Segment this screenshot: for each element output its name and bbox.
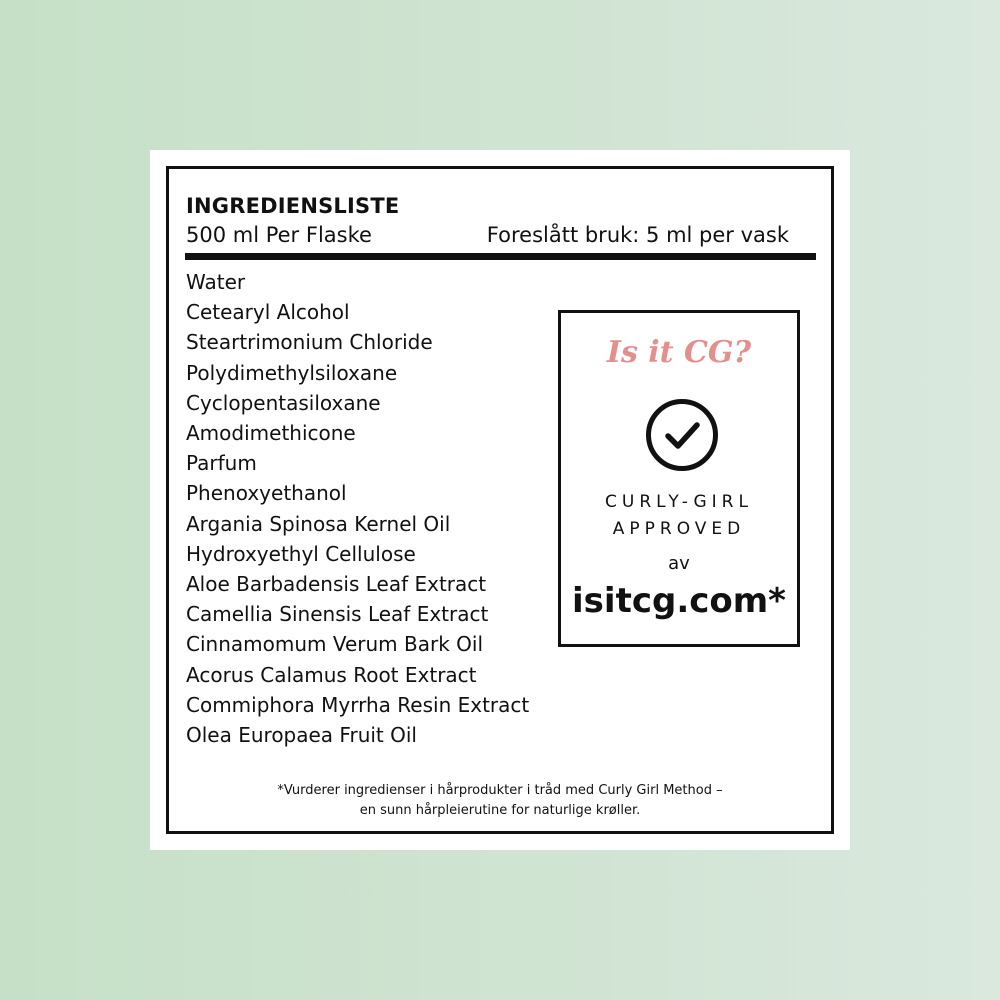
badge-curly-girl-text: CURLY-GIRL xyxy=(605,492,753,512)
ingredient-item: Olea Europaea Fruit Oil xyxy=(186,723,417,748)
footnote-line: en sunn hårpleierutine for naturlige krøller. xyxy=(359,803,641,818)
ingredient-item: Commiphora Myrrha Resin Extract xyxy=(186,692,530,717)
footnote xyxy=(169,781,831,821)
ingredient-label-card xyxy=(150,150,850,850)
volume-text: 500 ml Per Flaske xyxy=(186,223,372,247)
ingredient-item: Steartrimonium Chloride xyxy=(186,330,433,355)
badge-approved-text: APPROVED xyxy=(612,519,746,539)
header-divider xyxy=(185,253,816,260)
ingredient-item: Cetearyl Alcohol xyxy=(186,300,350,325)
ingredient-item: Aloe Barbadensis Leaf Extract xyxy=(186,572,487,597)
usage-text: Foreslått bruk: 5 ml per vask xyxy=(486,223,789,247)
label-title: INGREDIENSLISTE xyxy=(186,194,400,218)
ingredient-item: Cyclopentasiloxane xyxy=(186,390,381,415)
badge-site-text: isitcg.com* xyxy=(572,581,786,621)
badge-by-text: av xyxy=(668,553,690,574)
ingredient-item: Water xyxy=(186,270,246,294)
ingredient-list xyxy=(186,267,529,750)
ingredient-item: Cinnamomum Verum Bark Oil xyxy=(186,632,484,657)
ingredient-item: Amodimethicone xyxy=(186,421,356,446)
ingredient-item: Polydimethylsiloxane xyxy=(186,360,398,385)
ingredient-item: Parfum xyxy=(186,451,257,476)
badge-heading: Is it CG? xyxy=(606,335,752,370)
ingredient-item: Hydroxyethyl Cellulose xyxy=(186,541,416,566)
ingredient-item: Argania Spinosa Kernel Oil xyxy=(186,511,451,536)
label-frame xyxy=(166,166,834,834)
ingredient-item: Phenoxyethanol xyxy=(186,481,347,506)
footnote-line: *Vurderer ingredienser i hårprodukter i tråd med Curly Girl Method – xyxy=(277,783,723,798)
ingredient-item: Camellia Sinensis Leaf Extract xyxy=(186,602,489,627)
approval-badge xyxy=(558,310,800,647)
ingredient-item: Acorus Calamus Root Extract xyxy=(186,662,477,687)
check-circle-icon xyxy=(644,397,720,473)
